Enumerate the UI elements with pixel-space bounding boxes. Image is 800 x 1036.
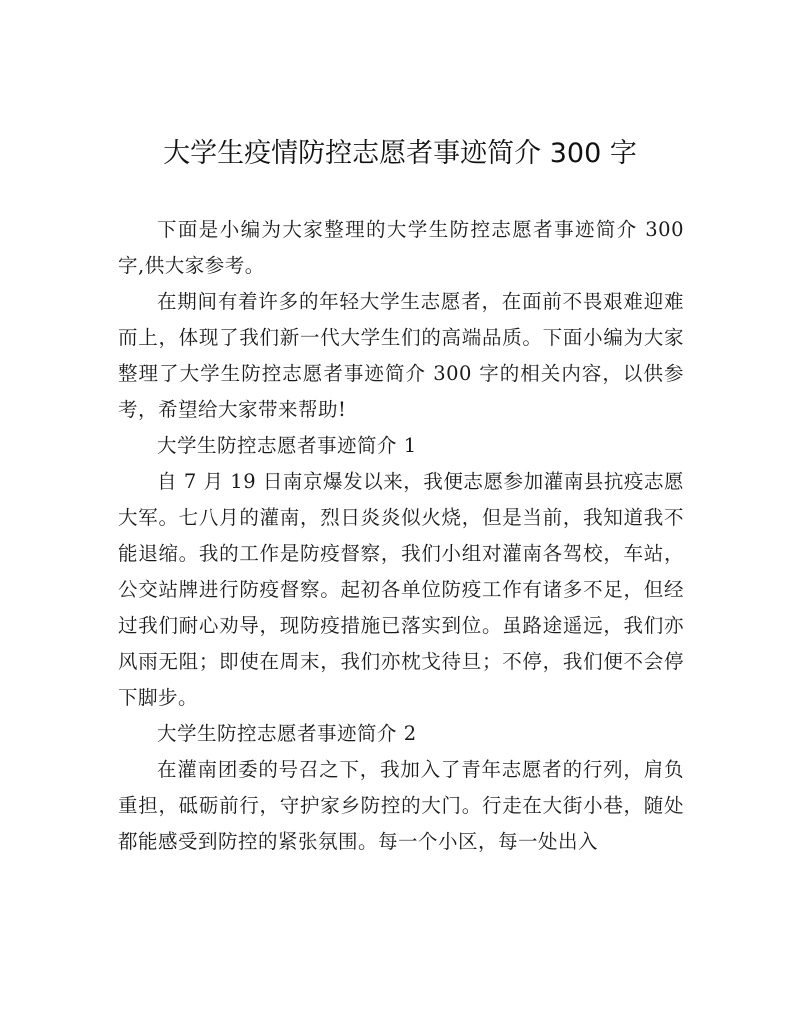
section-2-paragraph: 在灌南团委的号召之下，我加入了青年志愿者的行列，肩负重担，砥砺前行，守护家乡防控的大门。行走在大街小巷，随处都能感受到防控的紧张氛围。每一个小区，每一处出入 [118, 758, 684, 853]
body-paragraph: 在期间有着许多的年轻大学生志愿者，在面前不畏艰难迎难而上，体现了我们新一代大学生们的高端品质。下面小编为大家整理了大学生防控志愿者事迹简介 300 字的相关内容，以供参考，希望给大家带来帮助! [118, 290, 684, 421]
document-body [118, 212, 684, 860]
section-heading-2: 大学生防控志愿者事迹简介 2 [157, 722, 417, 745]
section-heading-1: 大学生防控志愿者事迹简介 1 [157, 434, 417, 457]
document-title: 大学生疫情防控志愿者事迹简介 300 字 [163, 138, 637, 169]
intro-paragraph: 下面是小编为大家整理的大学生防控志愿者事迹简介 300 字,供大家参考。 [118, 218, 684, 277]
section-1-paragraph: 自 7 月 19 日南京爆发以来，我便志愿参加灌南县抗疫志愿大军。七八月的灌南，烈日炎炎似火烧，但是当前，我知道我不能退缩。我的工作是防疫督察，我们小组对灌南各驾校，车站，公交站牌进行防疫督察。起初各单位防疫工作有诸多不足，但经过我们耐心劝导，现防疫措施已落实到位。虽路途遥远，我们亦风雨无阻；即使在周末，我们亦枕戈待旦；不停，我们便不会停下脚步。 [118, 470, 684, 709]
